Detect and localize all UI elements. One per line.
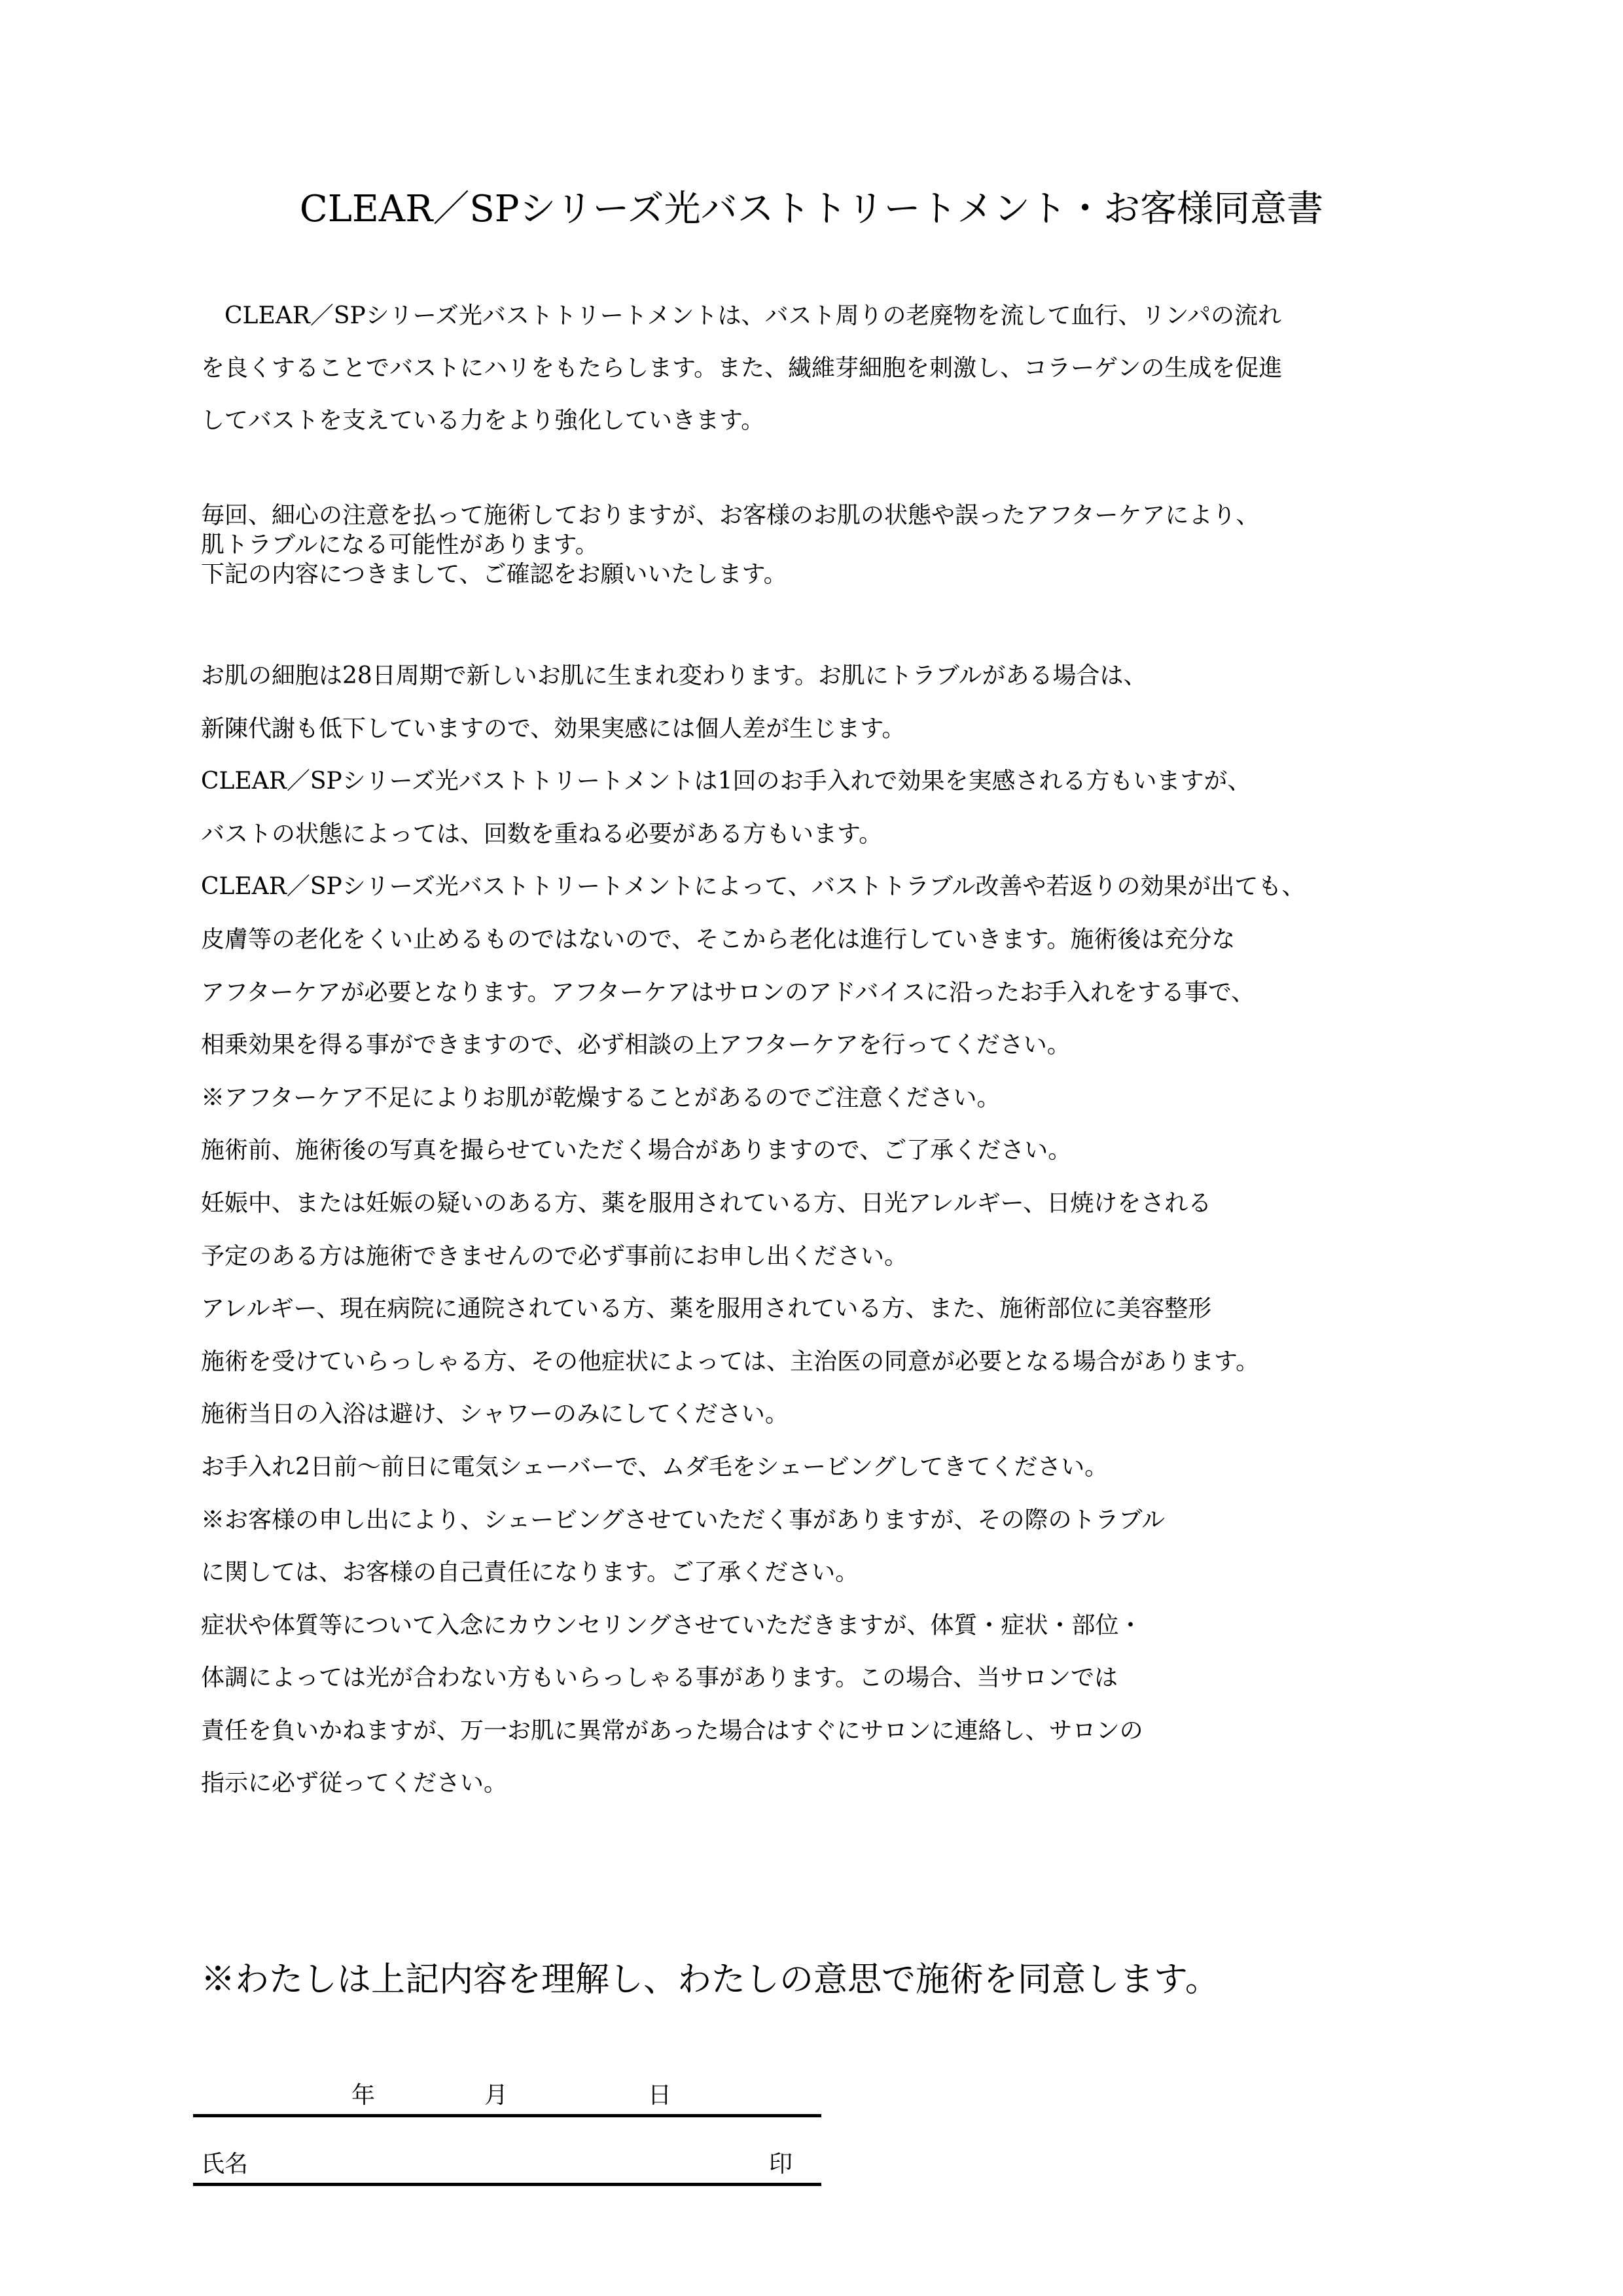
terms-line: 指示に必ず従ってください。 — [201, 1770, 508, 1797]
notice-paragraph — [201, 501, 1259, 589]
seal-label: 印 — [769, 2151, 793, 2178]
terms-line: 責任を負いかねますが、万一お肌に異常があった場合はすぐにサロンに連絡し、サロンの — [201, 1717, 1143, 1744]
terms-line: 皮膚等の老化をくい止めるものではないので、そこから老化は進行していきます。施術後は充分な — [201, 925, 1236, 953]
intro-line: してバストを支えている力をより強化していきます。 — [201, 407, 765, 434]
notice-line: 毎回、細心の注意を払って施術しておりますが、お客様のお肌の状態や誤ったアフターケアにより、 — [201, 502, 1260, 529]
terms-line: 妊娠中、または妊娠の疑いのある方、薬を服用されている方、日光アレルギー、日焼けをされる — [201, 1189, 1212, 1217]
terms-line: お肌の細胞は28日周期で新しいお肌に生まれ変わります。お肌にトラブルがある場合は、 — [201, 662, 1147, 689]
terms-line: CLEAR／SPシリーズ光バストトリートメントは1回のお手入れで効果を実感される方もいますが、 — [201, 768, 1251, 795]
terms-body — [201, 660, 1305, 1820]
terms-line: 施術を受けていらっしゃる方、その他症状によっては、主治医の同意が必要となる場合があります。 — [201, 1348, 1260, 1375]
month-label: 月 — [484, 2082, 508, 2109]
intro-paragraph — [201, 300, 1282, 457]
date-field[interactable] — [193, 2078, 821, 2117]
notice-line: 下記の内容につきまして、ご確認をお願いいたします。 — [201, 561, 787, 588]
terms-line: に関しては、お客様の自己責任になります。ご了承ください。 — [201, 1559, 859, 1587]
terms-line: 症状や体質等について入念にカウンセリングさせていただきますが、体質・症状・部位・ — [201, 1611, 1143, 1639]
page-title: CLEAR／SPシリーズ光バストトリートメント・お客様同意書 — [299, 188, 1324, 230]
name-signature-field[interactable] — [193, 2147, 821, 2186]
terms-line: 施術当日の入浴は避け、シャワーのみにしてください。 — [201, 1401, 789, 1428]
terms-line: 施術前、施術後の写真を撮らせていただく場合がありますので、ご了承ください。 — [201, 1137, 1072, 1164]
year-label: 年 — [351, 2082, 376, 2109]
terms-line: 新陳代謝も低下していますので、効果実感には個人差が生じます。 — [201, 715, 906, 742]
intro-line: を良くすることでバストにハリをもたらします。また、繊維芽細胞を刺激し、コラーゲンの生成を促進 — [201, 355, 1283, 382]
terms-line: 体調によっては光が合わない方もいらっしゃる事があります。この場合、当サロンでは — [201, 1664, 1118, 1692]
terms-line: 相乗効果を得る事ができますので、必ず相談の上アフターケアを行ってください。 — [201, 1031, 1071, 1059]
terms-line: ※お客様の申し出により、シェービングさせていただく事がありますが、その際のトラブル — [201, 1506, 1166, 1534]
terms-line: アレルギー、現在病院に通院されている方、薬を服用されている方、また、施術部位に美容整形 — [201, 1295, 1212, 1323]
intro-line: CLEAR／SPシリーズ光バストトリートメントは、バスト周りの老廃物を流して血行、リンパの流れ — [224, 302, 1282, 329]
terms-line: 予定のある方は施術できませんので必ず事前にお申し出ください。 — [201, 1242, 908, 1270]
terms-line: お手入れ2日前〜前日に電気シェーバーで、ムダ毛をシェービングしてきてください。 — [201, 1453, 1109, 1480]
name-label: 氏名 — [201, 2151, 249, 2178]
agreement-statement: ※わたしは上記内容を理解し、わたしの意思で施術を同意します。 — [201, 1960, 1219, 2000]
terms-line: CLEAR／SPシリーズ光バストトリートメントによって、バストトラブル改善や若返りの効果が出ても、 — [201, 873, 1306, 901]
terms-line: バストの状態によっては、回数を重ねる必要がある方もいます。 — [201, 820, 883, 848]
notice-line: 肌トラブルになる可能性があります。 — [201, 531, 599, 558]
terms-line: ※アフターケア不足によりお肌が乾燥することがあるのでご注意ください。 — [201, 1084, 1001, 1111]
terms-line: アフターケアが必要となります。アフターケアはサロンのアドバイスに沿ったお手入れをする事で、 — [201, 978, 1255, 1006]
day-label: 日 — [648, 2082, 672, 2109]
